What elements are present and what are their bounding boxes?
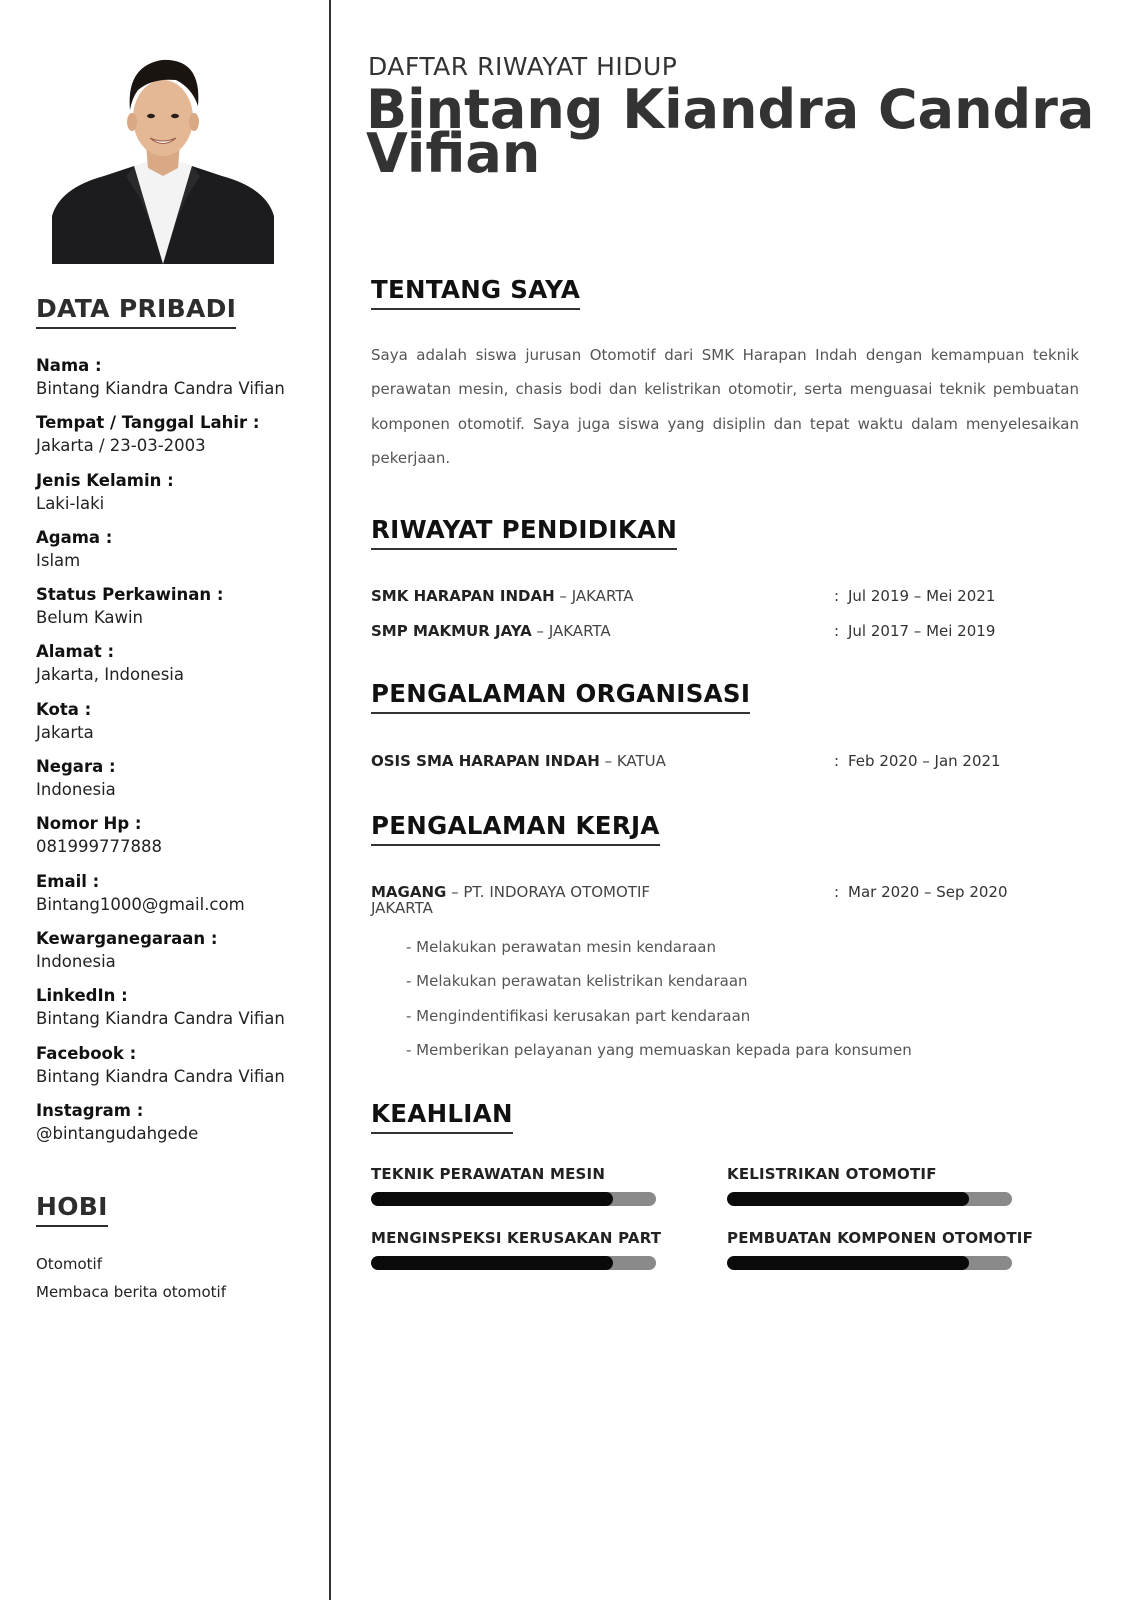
skill-name: MENGINSPEKSI KERUSAKAN PART [371,1229,662,1247]
hobby-item: Membaca berita otomotif [36,1283,226,1301]
field-value: Islam [36,550,81,570]
field-religion [36,527,321,584]
field-value: 081999777888 [36,837,162,857]
field-label: Nomor Hp : [36,814,142,834]
field-value: Belum Kawin [36,608,144,628]
skill-name: KELISTRIKAN OTOMOTIF [727,1165,937,1183]
field-value: Jakarta / 23-03-2003 [36,436,206,456]
hobby-list [36,1250,226,1306]
entry-colon: : [834,622,840,640]
personal-data-list [36,355,321,1157]
skill-bar-fill [727,1256,969,1270]
field-instagram [36,1100,321,1157]
skill-bar-fill [371,1256,613,1270]
entry-colon: : [834,587,840,605]
school-place: – JAKARTA [554,587,634,605]
field-label: Agama : [36,527,113,547]
skill-bar-track [371,1192,656,1206]
field-label: Negara : [36,757,116,777]
skill-bar-track [371,1256,656,1270]
about-heading: TENTANG SAYA [371,275,580,310]
work-task: - Memberikan pelayanan yang memuaskan kepada para konsumen [406,1040,912,1059]
field-label: Status Perkawinan : [36,585,224,605]
field-value: Indonesia [36,780,116,800]
personal-data-heading: DATA PRIBADI [36,294,236,329]
skill-name: PEMBUATAN KOMPONEN OTOMOTIF [727,1229,1034,1247]
skill-name: TEKNIK PERAWATAN MESIN [371,1165,606,1183]
organization-heading: PENGALAMAN ORGANISASI [371,679,750,714]
entry-period: Mar 2020 – Sep 2020 [848,883,1008,901]
field-value: Bintang1000@gmail.com [36,894,245,914]
work-task-list [406,930,912,1067]
profile-photo [52,48,274,264]
skill-item [727,1228,1034,1270]
work-city: JAKARTA [371,899,433,917]
field-value: Bintang Kiandra Candra Vifian [36,1066,285,1086]
field-value: Bintang Kiandra Candra Vifian [36,1009,285,1029]
field-citizenship [36,928,321,985]
entry-period: Jul 2019 – Mei 2021 [848,587,996,605]
school-name: SMP MAKMUR JAYA [371,622,532,640]
hobbies-heading: HOBI [36,1192,108,1227]
field-label: LinkedIn : [36,986,128,1006]
document-label: DAFTAR RIWAYAT HIDUP [368,52,678,81]
entry-period: Feb 2020 – Jan 2021 [848,752,1001,770]
field-label: Instagram : [36,1100,144,1120]
education-school [371,584,634,608]
field-label: Tempat / Tanggal Lahir : [36,413,260,433]
field-value: @bintangudahgede [36,1123,199,1143]
entry-period: Jul 2017 – Mei 2019 [848,622,996,640]
field-label: Facebook : [36,1043,137,1063]
about-text: Saya adalah siswa jurusan Otomotif dari SMK Harapan Indah dengan kemampuan teknik perawatan mesin, chasis bodi dan kelistrikan otomotir, serta menguasai teknik pembuatan komponen otomotif. Saya juga siswa yang disiplin dan tepat waktu dalam menyelesaikan pekerjaan. [371,346,1079,467]
work-entry [371,880,1071,904]
full-name: Bintang Kiandra Candra Vifian [366,78,1095,185]
skill-item [371,1228,671,1270]
skill-bar-track [727,1192,1012,1206]
hobby-item: Otomotif [36,1255,102,1273]
field-label: Kota : [36,699,92,719]
field-phone [36,813,321,870]
school-place: – JAKARTA [531,622,611,640]
field-value: Laki-laki [36,493,105,513]
skills-heading: KEAHLIAN [371,1099,513,1134]
work-task: - Mengindentifikasi kerusakan part kendaraan [406,1006,751,1025]
work-heading: PENGALAMAN KERJA [371,811,660,846]
column-divider [329,0,331,1600]
field-label: Nama : [36,356,102,375]
field-name [36,355,321,412]
entry-colon: : [834,883,840,901]
field-marital-status [36,584,321,641]
education-school [371,619,611,643]
field-linkedin [36,985,321,1042]
skill-item [727,1164,1027,1206]
field-value: Jakarta [36,722,94,742]
field-birth [36,412,321,469]
field-gender [36,470,321,527]
education-entry [371,619,1071,643]
work-role: MAGANG [371,883,447,901]
education-entry [371,584,1071,608]
profile-photo-image [52,48,274,264]
field-label: Email : [36,871,100,891]
organization-name [371,749,666,773]
field-label: Alamat : [36,642,115,662]
skill-item [371,1164,671,1206]
field-facebook [36,1043,321,1100]
org-role: – KATUA [599,752,666,770]
field-country [36,756,321,813]
skill-bar-fill [727,1192,969,1206]
field-value: Jakarta, Indonesia [36,665,185,685]
field-value: Indonesia [36,951,116,971]
field-address [36,641,321,698]
work-company: – PT. INDORAYA OTOMOTIF [446,883,651,901]
field-value: Bintang Kiandra Candra Vifian [36,379,285,398]
entry-colon: : [834,752,840,770]
org-name: OSIS SMA HARAPAN INDAH [371,752,600,770]
field-email [36,871,321,928]
work-task: - Melakukan perawatan mesin kendaraan [406,938,717,956]
field-city [36,699,321,756]
skill-bar-fill [371,1192,613,1206]
education-heading: RIWAYAT PENDIDIKAN [371,515,677,550]
field-label: Kewarganegaraan : [36,928,218,948]
organization-entry [371,749,1071,773]
field-label: Jenis Kelamin : [36,470,174,490]
school-name: SMK HARAPAN INDAH [371,587,555,605]
work-task: - Melakukan perawatan kelistrikan kendaraan [406,972,748,991]
skill-bar-track [727,1256,1012,1270]
